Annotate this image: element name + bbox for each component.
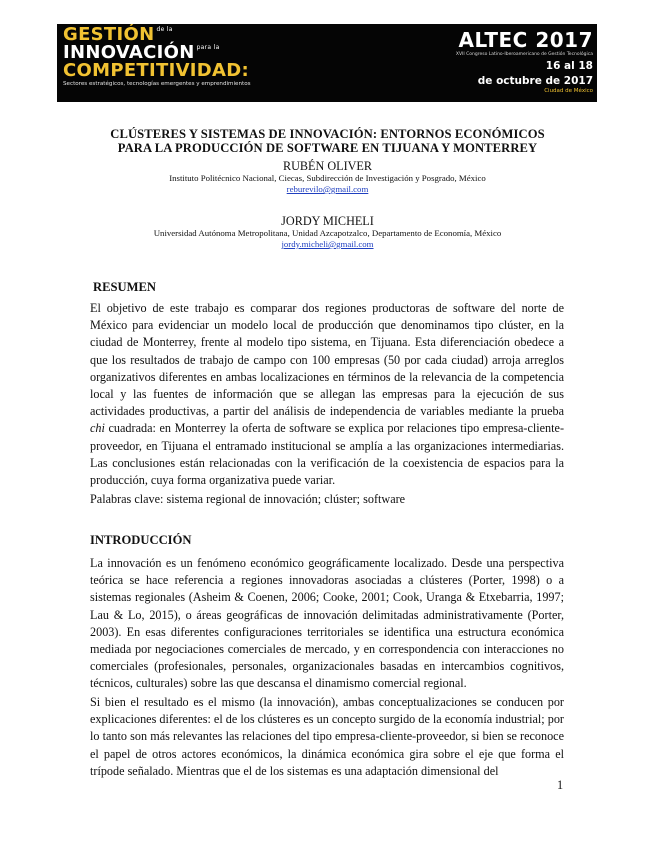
banner-line3: COMPETITIVIDAD: (63, 60, 250, 81)
banner-line1: GESTIÓN (63, 24, 155, 45)
event-dates-line1: 16 al 18 (545, 60, 593, 72)
abstract-text-part2: cuadrada: en Monterrey la oferta de software se explica por relaciones tipo empresa-cliente-proveedor, en Tijuana el entramado institucional se amplía a las organizaciones intermediarias. Las conclusiones están relacionadas con la verificación de la coexistencia de espacios para la producción, cuya forma organizativa puede variar. (90, 421, 564, 488)
banner-title-block (63, 26, 383, 88)
paper-title (60, 127, 595, 155)
banner-line2: INNOVACIÓN (63, 42, 195, 63)
abstract-paragraph (90, 300, 564, 489)
intro-paragraph-2: Si bien el resultado es el mismo (la innovación), ambas conceptualizaciones se conducen por explicaciones diferentes: el de los clústeres es un concepto surgido de la economía industrial; por lo tanto son más relevantes las relaciones del tipo empresa-cliente-proveedor, si bien se reconoce el papel de otros actores económicos, la dinámica económica gira sobre el eje que forma el trípode señalado. Mientras que el de los sistemas es una adaptación dimensional del (90, 695, 564, 778)
banner-subtitle: Sectores estratégicos, tecnologías emergentes y emprendimientos (63, 81, 251, 87)
author-block-2 (60, 215, 595, 250)
intro-paragraph-1: La innovación es un fenómeno económico geográficamente localizado. Desde una perspectiva teórica se hace referencia a regiones innovadoras asociadas a clústeres (Porter, 1998) o a sistemas regionales (Asheim & Coenen, 2006; Cooke, 2001; Cook, Uranga & Etxebarria, 1997; Lau & Lo, 2015), o áreas geográficas de innovación delimitadas administrativamente (Porter, 2003). En esas diferentes configuraciones territoriales se identifica una estructura económica mediada por negociaciones comerciales de mercado, y en correspondencia con interacciones no comerciales (profesionales, personales, organizacionales basadas en intercambios cognitivos, técnicos, culturales) sobre las que descansa el dinamismo comercial regional. (90, 556, 564, 691)
event-dates-line2: de octubre de 2017 (477, 75, 593, 88)
event-subtitle: XVII Congreso Latino-Iberoamericano de Gestión Tecnológica (455, 52, 593, 57)
event-info (423, 30, 593, 94)
author-email-link[interactable]: jordy.micheli@gmail.com (281, 239, 374, 249)
introduction-heading: INTRODUCCIÓN (90, 533, 192, 547)
event-title: ALTEC 2017 (458, 28, 593, 52)
author-affiliation: Instituto Politécnico Nacional, Ciecas, Subdirección de Investigación y Posgrado, México (169, 173, 486, 183)
page-number: 1 (557, 778, 564, 792)
abstract-heading: RESUMEN (93, 280, 156, 294)
author-name: JORDY MICHELI (281, 214, 374, 228)
paper-title-line1: CLÚSTERES Y SISTEMAS DE INNOVACIÓN: ENTORNOS ECONÓMICOS (110, 127, 545, 141)
author-email-link[interactable]: reburevilo@gmail.com (286, 184, 369, 194)
paper-title-line2: PARA LA PRODUCCIÓN DE SOFTWARE EN TIJUANA Y MONTERREY (117, 141, 538, 155)
event-city: Ciudad de México (544, 88, 593, 95)
abstract-chi-term: chi (90, 421, 105, 436)
author-affiliation: Universidad Autónoma Metropolitana, Unidad Azcapotzalco, Departamento de Economía, México (153, 228, 502, 238)
banner-line1-small: de la (156, 26, 173, 33)
banner-line2-small: para la (196, 44, 220, 51)
author-name: RUBÉN OLIVER (282, 159, 373, 173)
author-block-1 (60, 160, 595, 195)
conference-banner (57, 24, 597, 102)
keywords-line: Palabras clave: sistema regional de innovación; clúster; software (90, 492, 406, 506)
abstract-text-part1: El objetivo de este trabajo es comparar dos regiones productoras de software del norte de México para evidenciar un modelo local de producción que denominamos tipo clúster, en la ciudad de Monterrey, frente al modelo tipo sistema, en Tijuana. Esta diferenciación obedece a que los resultados de trabajo de campo con 100 empresas (50 por cada ciudad) arroja arreglos organizativos diferentes en ambas localizaciones en términos de la relevancia de la competencia local y las fuentes de información que se allegan las empresas para la ejecución de sus actividades productivas, a partir del análisis de independencia de variables mediante la prueba (90, 301, 564, 419)
